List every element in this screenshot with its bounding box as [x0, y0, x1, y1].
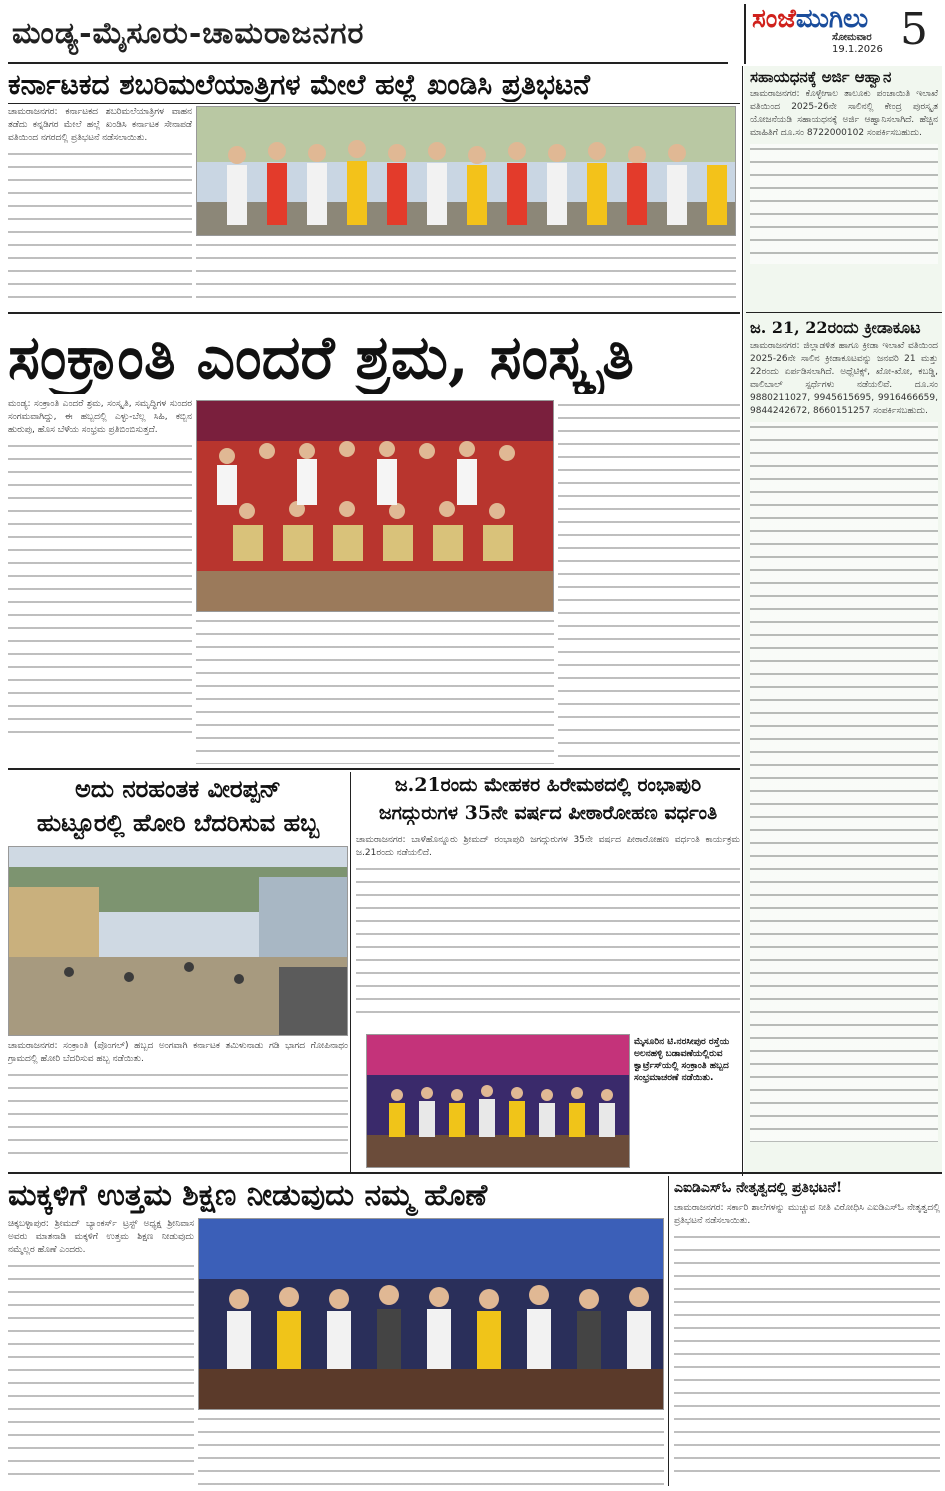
sidebar-sports-title: ಜ. 21, 22ರಂದು ಕ್ರೀಡಾಕೂಟ [750, 318, 921, 337]
education-body [8, 1218, 194, 1486]
education-columns [198, 1414, 664, 1486]
brand-name-part2: ಮುಗಿಲು [795, 4, 869, 34]
sidebar-divider [742, 66, 743, 1176]
rambhapuri-headline-line2: ಜಗದ್ಗುರುಗಳ 35ನೇ ವರ್ಷದ ಪೀಠಾರೋಹಣ ವರ್ಧಂತಿ [378, 802, 718, 824]
column-divider-bottom [668, 1176, 669, 1486]
sidebar-grant-text: ಚಾಮರಾಜನಗರ: ಕೊಳ್ಳೇಗಾಲ ತಾಲೂಕು ಪಂಚಾಯಿತಿ ಇಲಾಖೆ ವತಿಯಿಂದ 2025-26ನೇ ಸಾಲಿನಲ್ಲಿ ಕೇಂದ್ರ ಪುರಸ್ಕೃತ ಯೋಜನೆಯಡಿ ಸಹಾಯಧನಕ್ಕೆ ಅರ್ಜಿ ಆಹ್ವಾನಿಸಲಾಗಿದೆ. ಹೆಚ್ಚಿನ ಮಾಹಿತಿಗೆ ದೂ.ಸಂ 8722000102 ಸಂಪರ್ಕಿಸಬಹುದು. [750, 89, 938, 138]
section-title: ಮಂಡ್ಯ-ಮೈಸೂರು-ಚಾಮರಾಜನಗರ [12, 16, 365, 51]
education-lead: ಚಿಕ್ಕಬಳ್ಳಾಪುರ: ಶ್ರೀಮದ್ ಬ್ಯಾಂಕರ್ಸ್ ಟ್ರಸ್ಟ್ ಅಧ್ಯಕ್ಷ ಶ್ರೀನಿವಾಸ ಅವರು ಮಾತನಾಡಿ ಮಕ್ಕಳಿಗೆ ಉತ್ತಮ ಶಿಕ್ಷಣ ನೀಡುವುದು ನಮ್ಮೆಲ್ಲರ ಹೊಣೆ ಎಂದರು. [8, 1219, 194, 1255]
rambhapuri-headline-line1: ಜ.21ರಂದು ಮೇಹಕರ ಹಿರೇಮಠದಲ್ಲಿ ರಂಭಾಪುರಿ [394, 774, 702, 796]
veerappan-body [8, 1040, 348, 1166]
sankranti-lead: ಮಂಡ್ಯ: ಸಂಕ್ರಾಂತಿ ಎಂದರೆ ಶ್ರಮ, ಸಂಸ್ಕೃತಿ, ಸಮೃದ್ಧಿಗಳ ಸುಂದರ ಸಂಗಮವಾಗಿದ್ದು, ಈ ಹಬ್ಬದಲ್ಲಿ ಎಳ್ಳು-ಬೆಲ್ಲ ಸಿಹಿ, ಕಬ್ಬಿನ ಹುರುಪು, ಹೊಸ ಬೆಳೆಯ ಸಂಭ್ರಮ ಪ್ರತಿಬಿಂಬಿಸುತ್ತದೆ. [8, 399, 192, 435]
celebration-photo-caption: ಮೈಸೂರಿನ ಟಿ.ನರಸೀಪುರ ರಸ್ತೆಯ ಅಲನಹಳ್ಳಿ ಬಡಾವಣೆಯಲ್ಲಿರುವ ಕ್ವಾರ್ಟ್ರೆಸ್‌ಯಲ್ಲಿ ಸಂಕ್ರಾಂತಿ ಹಬ್ಬದ ಸಂಭ್ರಮಾಚರಣೆ ನಡೆಯಿತು. [634, 1037, 730, 1083]
shabarimala-lead: ಚಾಮರಾಜನಗರ: ಕರ್ನಾಟಕದ ಶಬರಿಮಲೆಯಾತ್ರಿಗಳ ವಾಹನ ತಡೆದು ಕನ್ನಡಿಗರ ಮೇಲೆ ಹಲ್ಲೆ ಖಂಡಿಸಿ ಕರ್ನಾಟಕ ಸೇನಾಪಡೆ ವತಿಯಿಂದ ನಗರದಲ್ಲಿ ಪ್ರತಿಭಟನೆ ನಡೆಸಲಾಯಿತು. [8, 107, 192, 143]
shabarimala-columns [196, 240, 736, 306]
veerappan-festival-photo [8, 846, 348, 1036]
column-divider [350, 772, 351, 1172]
story-separator-2 [8, 768, 740, 770]
aidso-protest-text: ಚಾಮರಾಜನಗರ: ಸರ್ಕಾರಿ ಶಾಲೆಗಳನ್ನು ಮುಚ್ಚುವ ನೀತಿ ವಿರೋಧಿಸಿ ಎಐಡಿಎಸ್‌ಓ ನೇತೃತ್ವದಲ್ಲಿ ಪ್ರತಿಭಟನೆ ನಡೆಸಲಾಯಿತು. [674, 1203, 940, 1226]
shabarimala-body [8, 106, 192, 306]
section-header [8, 6, 728, 64]
sankranti-columns-lower [196, 616, 554, 764]
story-separator-1 [8, 312, 740, 314]
aidso-protest-body [674, 1202, 940, 1486]
shabarimala-protest-photo [196, 106, 736, 236]
sankranti-headline: ಸಂಕ್ರಾಂತಿ ಎಂದರೆ ಶ್ರಮ, ಸಂಸ್ಕೃತಿ [8, 323, 634, 393]
sidebar-sports-text: ಚಾಮರಾಜನಗರ: ಜಿಲ್ಲಾಡಳಿತ ಹಾಗೂ ಕ್ರೀಡಾ ಇಲಾಖೆ ವತಿಯಿಂದ 2025-26ನೇ ಸಾಲಿನ ಕ್ರೀಡಾಕೂಟವನ್ನು ಜನವರಿ 21 ಮತ್ತು 22ರಂದು ಏರ್ಪಡಿಸಲಾಗಿದೆ. ಅಥ್ಲೆಟಿಕ್ಸ್, ಖೋ-ಖೋ, ಕಬಡ್ಡಿ, ವಾಲಿಬಾಲ್ ಸ್ಪರ್ಧೆಗಳು ನಡೆಯಲಿವೆ. ದೂ.ಸಂ 9880211027, 9945615695, 9916466659, 9844242672, 8660151257 ಸಂಪರ್ಕಿಸಬಹುದು. [750, 341, 938, 416]
aidso-protest-title: ಎಐಡಿಎಸ್‌ಓ ನೇತೃತ್ವದಲ್ಲಿ ಪ್ರತಿಭಟನೆ! [674, 1180, 843, 1196]
rambhapuri-lead: ಚಾಮರಾಜನಗರ: ಬಾಳೆಹೊನ್ನೂರು ಶ್ರೀಮದ್ ರಂಭಾಪುರಿ ಜಗದ್ಗುರುಗಳ 35ನೇ ವರ್ಷದ ಪೀಠಾರೋಹಣ ವರ್ಧಂತಿ ಕಾರ್ಯಕ್ರಮ ಜ.21ರಂದು ನಡೆಯಲಿದೆ. [356, 835, 740, 858]
sidebar-grant-body [750, 88, 938, 310]
veerappan-lead: ಚಾಮರಾಜನಗರ: ಸಂಕ್ರಾಂತಿ (ಪೊಂಗಲ್) ಹಬ್ಬದ ಅಂಗವಾಗಿ ಕರ್ನಾಟಕ ತಮಿಳುನಾಡು ಗಡಿ ಭಾಗದ ಗೋಪಿನಾಥಂ ಗ್ರಾಮದಲ್ಲಿ ಹೋರಿ ಬೆದರಿಸುವ ಹಬ್ಬ ನಡೆಯಿತು. [8, 1041, 348, 1064]
shabarimala-headline: ಕರ್ನಾಟಕದ ಶಬರಿಮಲೆಯಾತ್ರಿಗಳ ಮೇಲೆ ಹಲ್ಲೆ ಖಂಡಿಸಿ ಪ್ರತಿಭಟನೆ [8, 68, 590, 101]
brand-name-part1: ಸಂಜೆ [752, 4, 796, 34]
brand-logo [752, 4, 902, 55]
masthead-divider [744, 4, 746, 64]
sankranti-celebration-photo [366, 1034, 630, 1168]
sankranti-body [8, 398, 192, 764]
veerappan-headline-line2: ಹುಟ್ಟೂರಲ್ಲಿ ಹೋರಿ ಬೆದರಿಸುವ ಹಬ್ಬ [36, 808, 320, 837]
rambhapuri-body [356, 834, 740, 1030]
education-event-photo [198, 1218, 664, 1410]
sidebar-grant-title: ಸಹಾಯಧನಕ್ಕೆ ಅರ್ಜಿ ಆಹ್ವಾನ [750, 68, 892, 86]
sankranti-event-photo [196, 400, 554, 612]
issue-date: 19.1.2026 [832, 44, 883, 55]
sidebar-sports-body [750, 340, 938, 1158]
page-number: 5 [900, 4, 928, 55]
issue-day: ಸೋಮವಾರ [832, 32, 872, 43]
sidebar-separator-1 [746, 312, 942, 313]
story-separator-3 [8, 1172, 942, 1174]
headline-rule [8, 103, 740, 104]
sankranti-columns-right [558, 400, 740, 764]
education-headline: ಮಕ್ಕಳಿಗೆ ಉತ್ತಮ ಶಿಕ್ಷಣ ನೀಡುವುದು ನಮ್ಮ ಹೊಣೆ [8, 1178, 488, 1213]
veerappan-headline-line1: ಅದು ನರಹಂತಕ ವೀರಪ್ಪನ್ [75, 774, 281, 803]
brand-name [752, 4, 868, 34]
